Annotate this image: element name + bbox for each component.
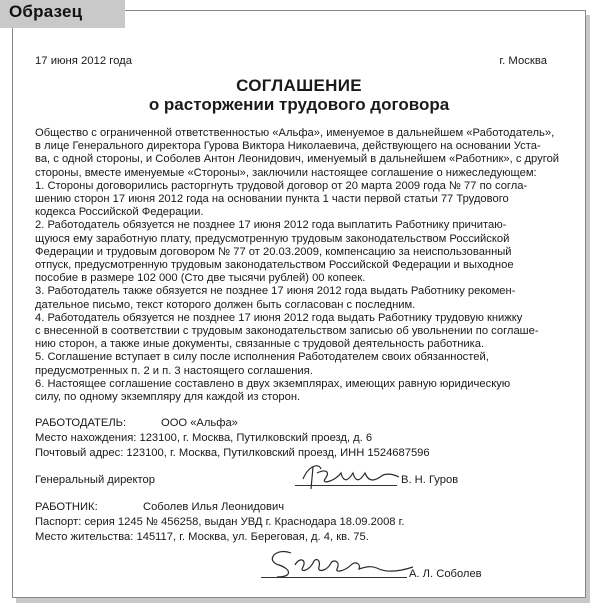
employee-signer: А. Л. Соболев (409, 568, 482, 580)
body-line: 2. Работодатель обязуется не позднее 17 июня 2012 года выплатить Работнику причитаю- (35, 219, 507, 232)
document-sheet (12, 10, 586, 598)
body-line: шению сторон 17 июня 2012 года на основании пункта 1 части первой статьи 77 Трудового (35, 193, 509, 206)
body-line: в лице Генерального директора Гурова Виктора Николаевича, действующего на основании Уста- (35, 140, 541, 153)
body-line: отпуск, предусмотренную трудовым законодательством Российской Федерации и выходное (35, 259, 514, 272)
employee-residence: Место жительства: 145117, г. Москва, ул. Береговая, д. 4, кв. 75. (35, 531, 369, 543)
employer-label: РАБОТОДАТЕЛЬ: (35, 417, 127, 429)
body-line: ва, с одной стороны, и Соболев Антон Леонидович, именуемый в дальнейшем «Работник», с другой (35, 153, 560, 166)
document-title: СОГЛАШЕНИЕ (236, 76, 362, 95)
employee-label: РАБОТНИК: (35, 501, 98, 513)
employer-signature-icon (295, 459, 405, 495)
body-line: дательное письмо, текст которого должен быть согласован с последним. (35, 298, 416, 311)
employee-passport: Паспорт: серия 1245 № 456258, выдан УВД г. Краснодара 18.09.2008 г. (35, 516, 405, 528)
document-date: 17 июня 2012 года (35, 55, 133, 67)
employee-signature-icon (261, 543, 421, 583)
sample-badge-label: Образец (9, 2, 83, 21)
body-line: щуюся ему заработную плату, предусмотренную трудовым законодательством Российской (35, 232, 510, 245)
body-line: кодекса Российской Федерации. (35, 206, 204, 219)
employer-location: Место нахождения: 123100, г. Москва, Путилковский проезд, д. 6 (35, 432, 373, 444)
employer-postal-address: Почтовый адрес: 123100, г. Москва, Путилковский проезд, ИНН 1524687596 (35, 447, 430, 459)
employer-position: Генеральный директор (35, 474, 155, 486)
body-line: Федерации и трудовым договором № 77 от 20.03.2009, компенсацию за неиспользованный (35, 245, 512, 258)
body-line: 4. Работодатель обязуется не позднее 17 июня 2012 года выдать Работнику трудовую книжку (35, 311, 523, 324)
body-line: предусмотренных п. 2 и п. 3 настоящего соглашения. (35, 364, 313, 377)
body-line: 1. Стороны договорились расторгнуть трудовой договор от 20 марта 2009 года № 77 по согла- (35, 179, 528, 192)
body-line: стороны, вместе именуемые «Стороны», заключили настоящее соглашение о нижеследующем: (35, 166, 537, 179)
body-line: нию сторон, а также иные документы, связанные с трудовой деятельность работника. (35, 338, 485, 351)
body-line: пособие в размере 102 000 (Сто две тысячи рублей) 00 копеек. (35, 272, 366, 285)
document-city: г. Москва (499, 55, 547, 67)
sample-badge (0, 0, 125, 28)
agreement-body (35, 127, 565, 404)
employer-name: ООО «Альфа» (161, 417, 238, 429)
document-subtitle: о расторжении трудового договора (148, 95, 450, 114)
body-line: с внесенной в соответствии с трудовым законодательством записью об увольнении по соглаше- (35, 325, 539, 338)
employer-signer: В. Н. Гуров (401, 474, 459, 486)
body-line: 6. Настоящее соглашение составлено в двух экземплярах, имеющих равную юридическую (35, 377, 511, 390)
body-line: силу, по одному экземпляру для каждой из сторон. (35, 391, 301, 404)
body-line: Общество с ограниченной ответственностью «Альфа», именуемое в дальнейшем «Работодатель», (35, 127, 555, 139)
body-line: 5. Соглашение вступает в силу после исполнения Работодателем своих обязанностей, (35, 351, 489, 364)
body-line: 3. Работодатель также обязуется не позднее 17 июня 2012 года выдать Работнику рекомен- (35, 285, 516, 298)
employee-name: Соболев Илья Леонидович (143, 501, 285, 513)
